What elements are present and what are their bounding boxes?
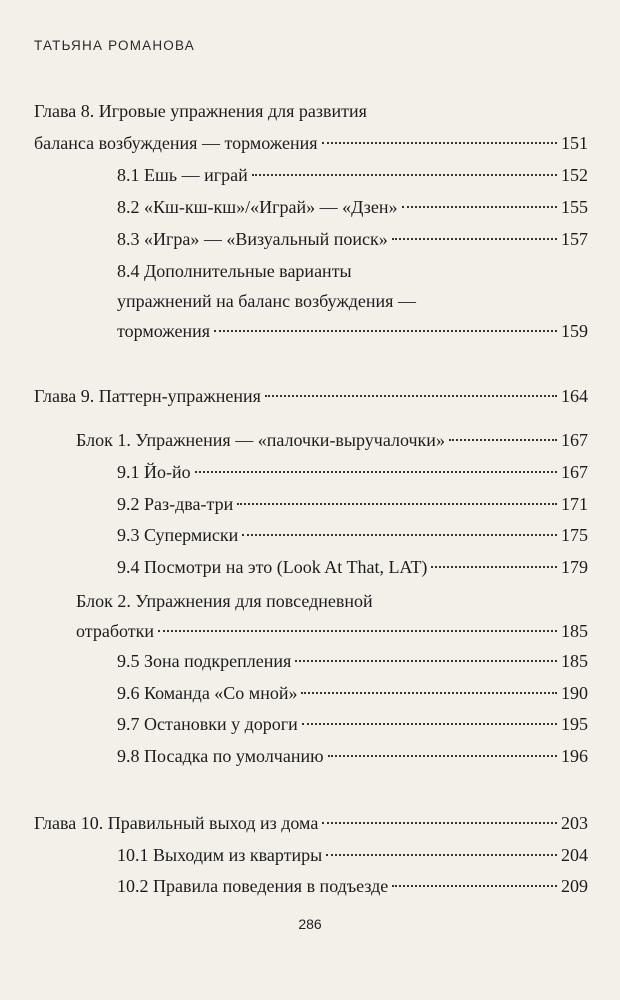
toc-entry-9-7[interactable] <box>117 713 588 735</box>
page-number: 167 <box>561 462 588 482</box>
dot-leader <box>402 206 557 208</box>
chapter-8-title-line1: Глава 8. Игровые упражнения для развития <box>34 101 367 121</box>
page-number: 195 <box>561 714 588 734</box>
toc-entry-chapter-8[interactable] <box>34 132 588 154</box>
toc-entry-chapter-9[interactable] <box>34 385 588 407</box>
dot-leader <box>322 822 557 824</box>
chapter-9-title: Глава 9. Паттерн-упражнения <box>34 386 261 406</box>
page-number: 167 <box>561 430 588 450</box>
toc-entry-block-2[interactable] <box>76 620 588 642</box>
toc-entry-8-4[interactable] <box>117 320 588 342</box>
toc-entry-block-1[interactable] <box>76 429 588 451</box>
toc-entry-8-1[interactable] <box>117 164 588 186</box>
entry-title: 10.2 Правила поведения в подъезде <box>117 876 389 896</box>
dot-leader <box>449 439 557 441</box>
toc-entry-9-1[interactable] <box>117 461 588 483</box>
page-number: 164 <box>561 386 588 406</box>
toc-entry-8-3[interactable] <box>117 228 588 250</box>
block-2-title-line1: Блок 2. Упражнения для повседневной <box>76 591 373 611</box>
dot-leader <box>214 330 557 332</box>
entry-title: 10.1 Выходим из квартиры <box>117 845 323 865</box>
dot-leader <box>431 566 557 568</box>
page-number-footer: 286 <box>298 916 322 932</box>
chapter-10-title: Глава 10. Правильный выход из дома <box>34 813 319 833</box>
page-number: 204 <box>561 845 588 865</box>
toc-entry-8-4-line1: 8.4 Дополнительные варианты <box>117 261 352 281</box>
dot-leader <box>392 885 557 887</box>
dot-leader <box>302 723 557 725</box>
toc-entry-9-8[interactable] <box>117 745 588 767</box>
entry-title: 9.6 Команда «Со мной» <box>117 683 298 703</box>
dot-leader <box>301 692 557 694</box>
page-number: 203 <box>561 813 588 833</box>
entry-title: 8.2 «Кш-кш-кш»/«Играй» — «Дзен» <box>117 197 398 217</box>
page-number: 171 <box>561 494 588 514</box>
toc-entry-9-5[interactable] <box>117 650 588 672</box>
page-number: 151 <box>561 133 588 153</box>
entry-title: торможения <box>117 321 211 341</box>
page-number: 185 <box>561 621 588 641</box>
toc-entry-10-2[interactable] <box>117 875 588 897</box>
entry-title: 9.3 Супермиски <box>117 525 239 545</box>
page-number: 175 <box>561 525 588 545</box>
dot-leader <box>237 503 557 505</box>
entry-title: 9.1 Йо-йо <box>117 462 191 482</box>
page-number: 196 <box>561 746 588 766</box>
entry-title: 8.3 «Игра» — «Визуальный поиск» <box>117 229 388 249</box>
toc-entry-10-1[interactable] <box>117 844 588 866</box>
dot-leader <box>322 142 558 144</box>
page-number: 209 <box>561 876 588 896</box>
page-number: 159 <box>561 321 588 341</box>
page-number: 190 <box>561 683 588 703</box>
toc-entry-chapter-10[interactable] <box>34 812 588 834</box>
dot-leader <box>392 238 557 240</box>
toc-entry-9-4[interactable] <box>117 556 588 578</box>
toc-entry-9-3[interactable] <box>117 524 588 546</box>
page-number: 155 <box>561 197 588 217</box>
entry-title: 9.2 Раз-два-три <box>117 494 234 514</box>
entry-title: 9.8 Посадка по умолчанию <box>117 746 324 766</box>
chapter-8-title-line2: баланса возбуждения — торможения <box>34 133 318 153</box>
entry-title: 9.7 Остановки у дороги <box>117 714 298 734</box>
dot-leader <box>295 660 557 662</box>
dot-leader <box>252 174 557 176</box>
dot-leader <box>265 395 557 397</box>
page-number: 179 <box>561 557 588 577</box>
page-number: 185 <box>561 651 588 671</box>
entry-title: 9.5 Зона подкрепления <box>117 651 292 671</box>
toc-entry-8-2[interactable] <box>117 196 588 218</box>
dot-leader <box>328 755 557 757</box>
dot-leader <box>326 854 557 856</box>
dot-leader <box>242 534 557 536</box>
dot-leader <box>195 471 557 473</box>
entry-title: 9.4 Посмотри на это (Look At That, LAT) <box>117 557 428 577</box>
block-2-title-line2: отработки <box>76 621 155 641</box>
running-header-author: ТАТЬЯНА РОМАНОВА <box>34 38 195 53</box>
entry-title: 8.1 Ешь — играй <box>117 165 248 185</box>
dot-leader <box>158 630 557 632</box>
block-1-title: Блок 1. Упражнения — «палочки-выручалочки» <box>76 430 445 450</box>
toc-entry-9-6[interactable] <box>117 682 588 704</box>
toc-entry-9-2[interactable] <box>117 493 588 515</box>
page-number: 157 <box>561 229 588 249</box>
page-number: 152 <box>561 165 588 185</box>
toc-entry-8-4-line2: упражнений на баланс возбуждения — <box>117 291 416 311</box>
